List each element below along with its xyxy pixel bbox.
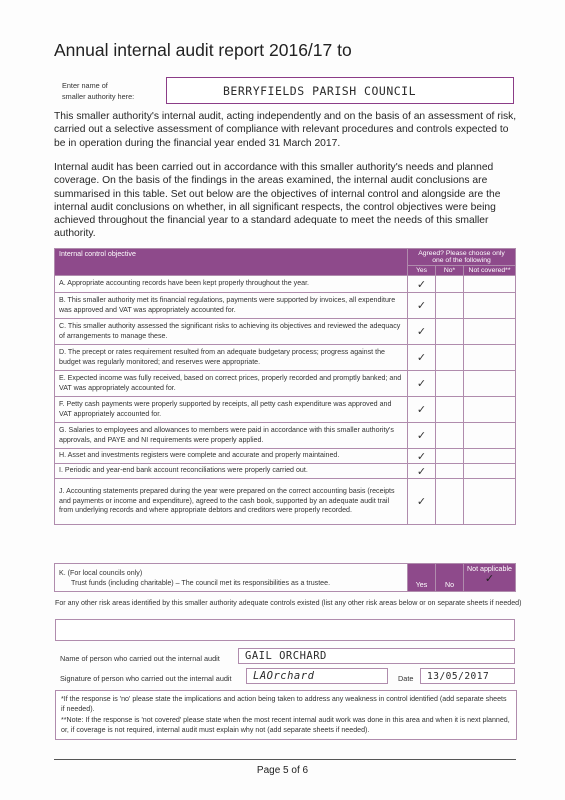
date-field[interactable] — [420, 668, 515, 684]
page-title: Annual internal audit report 2016/17 to — [54, 40, 352, 60]
authority-name-label: Enter name of smaller authority here: — [62, 81, 135, 101]
summary-paragraph: Internal audit has been carried out in accordance with this smaller authority's needs and planned coverage. On the basis of the findings in the areas examined, the internal audit conclusions are summarised in this table. Set out below are the objectives of internal control and alongside are the internal audit conclusions on whether, in all significant respects, the control objectives were being achieved throughout the financial year to a standard adequate to meet the needs of this smaller authority. — [54, 162, 501, 240]
yes-checkbox[interactable]: ✓ — [408, 464, 436, 479]
authority-name-field[interactable] — [166, 77, 514, 104]
no-checkbox[interactable] — [436, 479, 464, 525]
no-checkbox[interactable] — [436, 449, 464, 464]
yes-checkbox[interactable]: ✓ — [408, 397, 436, 423]
table-row — [55, 371, 516, 397]
row-objective: J. Accounting statements prepared during the year were prepared on the correct accounting basis (receipts and payments or income and expenditure), agreed to the cash book, supported by an adequate audit trail from underlying records and where appropriate debtors and creditors were properly recorded. — [55, 479, 408, 525]
not-covered-checkbox[interactable] — [464, 319, 516, 345]
table-row — [55, 464, 516, 479]
yes-checkbox[interactable]: ✓ — [408, 319, 436, 345]
not-applicable-checkbox[interactable] — [464, 564, 516, 592]
not-covered-checkbox[interactable] — [464, 371, 516, 397]
notes-box — [55, 690, 517, 740]
table-row — [55, 449, 516, 464]
no-checkbox[interactable] — [436, 464, 464, 479]
yes-checkbox[interactable]: ✓ — [408, 345, 436, 371]
row-objective: H. Asset and investments registers were complete and accurate and properly maintained. — [55, 449, 408, 464]
date-label: Date — [398, 674, 414, 683]
trust-funds-table — [54, 563, 516, 592]
note-no-response: *If the response is 'no' please state the implications and action being taken to address any weakness in control identified (add separate sheets if needed). — [61, 695, 507, 714]
row-objective: I. Periodic and year-end bank account reconciliations were properly carried out. — [55, 464, 408, 479]
row-objective: B. This smaller authority met its financial regulations, payments were supported by invoices, all expenditure was approved and VAT was appropriately accounted for. — [55, 293, 408, 319]
not-applicable-label: Not applicable — [467, 565, 512, 573]
row-k-text: Trust funds (including charitable) – The council met its responsibilities as a trustee. — [71, 578, 331, 587]
not-covered-checkbox[interactable] — [464, 397, 516, 423]
yes-checkbox[interactable]: ✓ — [408, 371, 436, 397]
footer-divider — [54, 759, 516, 760]
not-covered-checkbox[interactable] — [464, 479, 516, 525]
row-objective: E. Expected income was fully received, based on correct prices, properly recorded and promptly banked; and VAT was appropriately accounted for. — [55, 371, 408, 397]
agreed-header: Agreed? Please choose only one of the following — [408, 249, 516, 266]
no-column-header: No* — [436, 266, 464, 276]
table-row — [55, 423, 516, 449]
row-objective — [55, 564, 408, 592]
table-row — [55, 276, 516, 293]
not-covered-checkbox[interactable] — [464, 345, 516, 371]
internal-control-table — [54, 248, 516, 525]
page-number: Page 5 of 6 — [256, 765, 309, 776]
authority-name-value: BERRYFIELDS PARISH COUNCIL — [223, 84, 417, 98]
no-checkbox[interactable] — [436, 423, 464, 449]
yes-checkbox[interactable]: ✓ — [408, 423, 436, 449]
yes-checkbox[interactable]: ✓ — [408, 449, 436, 464]
yes-checkbox[interactable]: ✓ — [408, 276, 436, 293]
row-k-title: K. (For local councils only) — [59, 568, 143, 577]
table-row — [55, 397, 516, 423]
yes-checkbox[interactable]: ✓ — [408, 293, 436, 319]
not-applicable-mark: ✓ — [484, 573, 495, 585]
objective-header: Internal control objective — [55, 249, 408, 276]
row-objective: G. Salaries to employees and allowances to members were paid in accordance with this smaller authority's approvals, and PAYE and NI requirements were properly applied. — [55, 423, 408, 449]
no-checkbox[interactable] — [436, 371, 464, 397]
date-value: 13/05/2017 — [427, 671, 490, 682]
not-covered-checkbox[interactable] — [464, 423, 516, 449]
auditor-name-field[interactable] — [238, 648, 515, 664]
auditor-signature-label: Signature of person who carried out the internal audit — [60, 674, 232, 683]
intro-paragraph: This smaller authority's internal audit, acting independently and on the basis of an assessment of risk, carried out a selective assessment of compliance with relevant procedures and controls expected to be in operation during the financial year ended 31 March 2017. — [54, 111, 517, 149]
table-row — [55, 319, 516, 345]
auditor-name-value: GAIL ORCHARD — [245, 650, 327, 662]
table-row — [55, 293, 516, 319]
table-row — [55, 479, 516, 525]
note-not-covered: **Note: If the response is 'not covered' please state when the most recent internal audit work was done in this area and when it is next planned, or, if coverage is not required, internal audit must explain why not (add separate sheets if needed). — [61, 715, 510, 735]
table-row — [55, 564, 516, 592]
no-checkbox[interactable] — [436, 319, 464, 345]
row-objective: D. The precept or rates requirement resulted from an adequate budgetary process; progress against the budget was regularly monitored; and reserves were appropriate. — [55, 345, 408, 371]
table-row — [55, 345, 516, 371]
auditor-name-label: Name of person who carried out the internal audit — [60, 654, 220, 663]
other-risk-areas-label: For any other risk areas identified by this smaller authority adequate controls existed (list any other risk areas below or on separate sheets if needed) — [55, 599, 522, 607]
yes-checkbox[interactable]: ✓ — [408, 479, 436, 525]
no-checkbox[interactable] — [436, 293, 464, 319]
yes-column-header: Yes — [408, 266, 436, 276]
row-objective: F. Petty cash payments were properly supported by receipts, all petty cash expenditure was approved and VAT appropriately accounted for. — [55, 397, 408, 423]
no-checkbox[interactable] — [436, 276, 464, 293]
no-checkbox[interactable] — [436, 397, 464, 423]
not-covered-checkbox[interactable] — [464, 464, 516, 479]
yes-checkbox[interactable]: Yes — [408, 564, 436, 592]
not-covered-checkbox[interactable] — [464, 449, 516, 464]
row-objective: C. This smaller authority assessed the significant risks to achieving its objectives and reviewed the adequacy of arrangements to manage these. — [55, 319, 408, 345]
no-checkbox[interactable]: No — [436, 564, 464, 592]
auditor-signature-field[interactable] — [246, 668, 388, 684]
row-objective: A. Appropriate accounting records have been kept properly throughout the year. — [55, 276, 408, 293]
table-header-row — [55, 249, 516, 266]
not-covered-column-header: Not covered** — [464, 266, 516, 276]
no-checkbox[interactable] — [436, 345, 464, 371]
not-covered-checkbox[interactable] — [464, 293, 516, 319]
auditor-signature-value: LAOrchard — [253, 670, 315, 682]
other-risk-areas-field[interactable] — [55, 619, 515, 641]
not-covered-checkbox[interactable] — [464, 276, 516, 293]
